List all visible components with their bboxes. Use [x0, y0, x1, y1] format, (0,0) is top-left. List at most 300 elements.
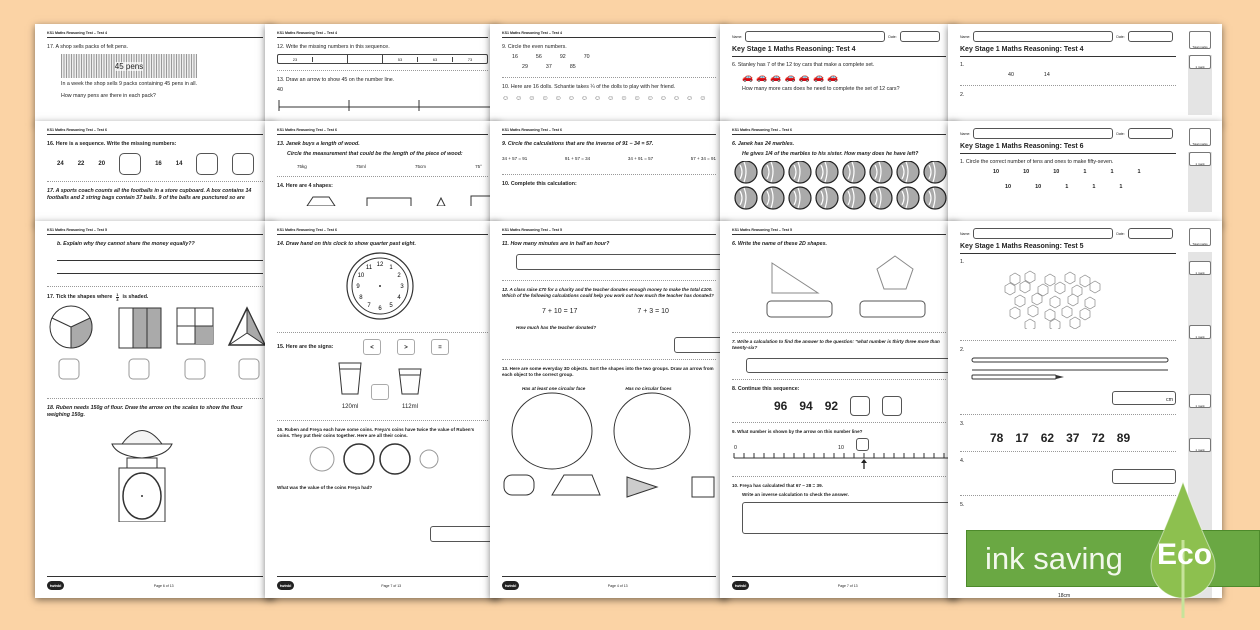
clock-face[interactable]	[277, 251, 487, 321]
divider	[47, 286, 263, 287]
cube	[1015, 295, 1025, 307]
clock-number: 7	[367, 303, 371, 310]
options-row	[502, 156, 716, 162]
calculation-option[interactable]: 34 + 57 = 91	[502, 156, 528, 162]
divider	[502, 77, 716, 78]
date-field[interactable]	[900, 31, 940, 42]
pentagon-shape	[877, 256, 913, 289]
page-header: KS1 Maths Reasoning Test – Test 4	[47, 31, 263, 38]
question-text: What was the value of the coins Freya had?	[277, 484, 373, 490]
answer-box	[860, 301, 925, 317]
question-10: 10. Complete this calculation:	[502, 181, 577, 188]
equals-sign[interactable]: =	[431, 339, 449, 355]
question-text: How many more cars does he need to complete the set of 12 cars?	[742, 86, 900, 93]
marbles-image	[732, 161, 957, 211]
question-text: He gives 1/4 of the marbles to his sister. How many does he have left?	[742, 151, 919, 158]
glasses-row	[337, 361, 488, 414]
sequence-cell: 63	[418, 57, 453, 62]
worksheet-page	[265, 221, 500, 598]
divider	[277, 70, 488, 71]
question-13: 13. Janek buys a length of wood.	[277, 141, 360, 147]
cube	[1068, 294, 1078, 306]
cube	[1025, 271, 1035, 283]
total-marks-box[interactable]: Total marks	[1189, 31, 1211, 49]
sequence-number: 96	[774, 398, 788, 413]
answer-box-cm[interactable]: cm	[1112, 391, 1176, 405]
total-marks-box[interactable]: Total marks	[1189, 228, 1211, 246]
sequence-boxes	[277, 54, 488, 64]
triangle-shape	[229, 308, 265, 345]
date-field[interactable]	[1128, 31, 1173, 42]
name-date-row	[732, 31, 946, 42]
twinkl-logo: twinkl	[502, 581, 519, 590]
page-title: Key Stage 1 Maths Reasoning: Test 4	[960, 46, 1176, 57]
question-text: 17. Tick the shapes where	[47, 294, 113, 301]
divider	[732, 332, 946, 333]
divider	[502, 280, 716, 281]
question-9: 9. Circle the calculations that are the inverse of 91 − 34 = 57.	[502, 141, 654, 147]
page-footer	[732, 576, 946, 590]
clock-number: 6	[378, 306, 382, 313]
tens-ones-row	[993, 169, 1176, 175]
question-13: 13. Here are some everyday 3D objects. Sort the shapes into the two groups. Draw an arrow from each object to the correct group.	[502, 365, 714, 377]
answer-box[interactable]	[516, 254, 728, 270]
clock-number: 9	[356, 284, 360, 291]
question-6: 6. Write the name of these 2D shapes.	[732, 241, 827, 247]
question-17	[47, 293, 263, 302]
divider	[502, 359, 716, 360]
cube	[1010, 273, 1020, 285]
number: 37	[1066, 431, 1080, 446]
clock-number: 11	[365, 265, 373, 272]
answer-box	[767, 301, 832, 317]
cube	[1090, 281, 1100, 293]
coins-image	[277, 443, 487, 477]
page-number: Page 4 of 13	[607, 583, 628, 588]
cube	[1005, 283, 1015, 295]
numbers-row	[990, 431, 1176, 445]
arrow-head-icon	[861, 459, 867, 463]
question-15: 15. Here are the signs:	[277, 343, 334, 350]
name-field[interactable]	[973, 228, 1113, 239]
question-2: 2.	[960, 92, 965, 99]
name-date-row	[960, 31, 1176, 42]
ruler-pencil-image	[960, 357, 1170, 381]
question-14: 14. Draw hand on this clock to show quarter past eight.	[277, 241, 416, 247]
mark-box[interactable]: 1 mark	[1189, 55, 1211, 69]
question-text: In a week the shop sells 9 packs containing 45 pens in all.	[61, 81, 198, 88]
twinkl-logo: twinkl	[277, 581, 294, 590]
calculation-option[interactable]: 7 + 10 = 17	[542, 307, 578, 315]
question-text: How many pens are there in each pack?	[61, 93, 156, 100]
sequence-row	[57, 153, 263, 175]
cube	[1065, 272, 1075, 284]
shapes-image	[277, 194, 497, 206]
page-header: KS1 Maths Reasoning Test – Test 6	[277, 128, 488, 135]
group-label: Has at least one circular face	[522, 386, 586, 392]
question-14: 14. Here are 4 shapes:	[277, 183, 333, 190]
tens-option[interactable]: 10	[1053, 169, 1060, 176]
number: 14	[1043, 72, 1050, 79]
divider	[277, 420, 488, 421]
marks-column	[1188, 128, 1212, 225]
number-row	[1008, 72, 1176, 79]
answer-box[interactable]	[742, 502, 958, 534]
prism-object	[552, 475, 600, 495]
number-row	[512, 54, 716, 61]
answer-row	[960, 388, 1176, 408]
question-17: 17. A shop sells packs of felt pens.	[47, 44, 128, 50]
answer-box[interactable]	[196, 153, 218, 175]
cube	[1045, 309, 1055, 321]
number-option[interactable]: 37	[545, 64, 552, 71]
worksheet-page	[35, 24, 275, 124]
divider	[277, 332, 488, 333]
ones-option[interactable]: 1	[1092, 184, 1096, 191]
number-line-label: 0	[734, 444, 737, 451]
page-header: KS1 Maths Reasoning Test – Test 5	[732, 228, 946, 235]
toy-cars-icons: 🚗🚗🚗🚗🚗🚗🚗	[742, 72, 842, 83]
cubes-image	[960, 269, 1160, 329]
answer-line[interactable]	[57, 260, 263, 261]
tens-option[interactable]: 10	[1023, 169, 1030, 176]
ones-option[interactable]: 1	[1083, 169, 1087, 176]
twinkl-logo: twinkl	[47, 581, 64, 590]
date-field[interactable]	[1128, 228, 1173, 239]
answer-box[interactable]	[882, 396, 902, 416]
sequence-cell-blank[interactable]	[313, 55, 348, 63]
sequence-cell-blank[interactable]	[348, 55, 383, 63]
page-footer	[47, 576, 263, 590]
measurement-option[interactable]: 75°	[475, 164, 482, 170]
fraction-shapes	[47, 305, 267, 387]
sequence-cell: 53	[383, 57, 418, 62]
question-12: 12. A class raise £70 for a charity and the teacher donates enough money to make the total £100. Which of the following calculations could help you work out how much the teacher has donated?	[502, 287, 714, 299]
page-title: Key Stage 1 Maths Reasoning: Test 6	[960, 143, 1176, 154]
question-9: 9. What number is shown by the arrow on this number line?	[732, 428, 863, 434]
divider	[732, 476, 946, 477]
measurement-option[interactable]: 75kg	[297, 164, 307, 170]
page-header: KS1 Maths Reasoning Test – Test 6	[732, 128, 946, 135]
comparison-answer-box[interactable]	[371, 384, 389, 400]
cube	[1045, 274, 1055, 286]
worksheet-page	[720, 24, 958, 124]
question-13: 13. Draw an arrow to show 45 on the number line.	[277, 77, 395, 84]
kitchen-scales-image[interactable]	[47, 422, 262, 522]
tens-ones-row	[1005, 184, 1176, 190]
question-16: 16. Ruben and Freya each have some coins. Freya's coins have twice the value of Ruben's coins. They put their coins together. Here are all their coins.	[277, 427, 475, 439]
number-line[interactable]	[277, 97, 500, 111]
date-label: Date:	[1116, 34, 1125, 39]
sequence-number: 16	[155, 161, 162, 168]
cube	[1080, 308, 1090, 320]
date-label: Date:	[1116, 231, 1125, 236]
mark-box[interactable]: 1 mark	[1189, 261, 1211, 275]
clock-number: 2	[397, 273, 401, 280]
number-line-question	[732, 438, 946, 470]
question-10: 10. Freya has calculated that 67 − 28 = 39.	[732, 482, 823, 488]
date-label: Date:	[1116, 131, 1125, 136]
length-label: 18cm	[1058, 593, 1071, 598]
name-label: Name:	[960, 231, 971, 236]
cone-object	[627, 477, 657, 497]
glass-120ml	[337, 361, 363, 414]
glass-icon	[337, 361, 363, 395]
glass-label: 112ml	[402, 404, 418, 411]
clock-number: 10	[357, 273, 365, 280]
clock-number: 5	[389, 303, 393, 310]
measurement-option[interactable]: 75ml	[355, 164, 366, 170]
question-b: b. Explain why they cannot share the money equally??	[57, 241, 195, 247]
divider	[960, 340, 1176, 341]
glass-112ml	[397, 367, 423, 414]
sequence-cell: 73	[467, 56, 473, 62]
number: 72	[1091, 431, 1105, 446]
number-option[interactable]: 85	[569, 64, 576, 71]
worksheet-page	[490, 221, 728, 598]
clock-number: 1	[389, 265, 393, 272]
number-option[interactable]: 70	[583, 54, 590, 61]
number: 62	[1040, 431, 1055, 446]
sorting-diagram[interactable]	[502, 391, 728, 501]
question-11: 11. How many minutes are in half an hour?	[502, 241, 610, 247]
worksheet-page	[35, 221, 275, 598]
tens-option[interactable]: 10	[1005, 184, 1012, 191]
sequence-number: 94	[799, 398, 813, 413]
question-1: 1.	[960, 62, 965, 68]
question-text: Write an inverse calculation to check the answer.	[742, 492, 849, 498]
page-header: KS1 Maths Reasoning Test – Test 6	[277, 228, 488, 235]
divider	[47, 181, 263, 182]
eco-label: Eco	[1157, 538, 1213, 571]
question-text: Circle the measurement that could be the length of the piece of wood:	[287, 151, 463, 158]
worksheet-page	[265, 24, 500, 124]
ink-saving-label: ink saving	[985, 541, 1123, 576]
square-shape	[177, 308, 213, 344]
name-label: Name:	[732, 34, 743, 39]
page-footer	[277, 576, 488, 590]
rectangle-shape	[119, 308, 161, 348]
less-than-sign[interactable]: <	[363, 339, 381, 355]
pen-pack-image	[61, 54, 197, 78]
name-field[interactable]	[973, 31, 1113, 42]
number-option[interactable]: 16	[512, 54, 518, 61]
tens-option[interactable]: 10	[1035, 184, 1042, 191]
clock-number: 4	[397, 295, 401, 302]
cube	[1085, 297, 1095, 309]
cylinder-object	[504, 475, 534, 495]
ones-option[interactable]: 1	[1137, 169, 1141, 176]
measurement-option[interactable]: 75cm	[414, 164, 426, 170]
sequence-row	[774, 396, 946, 416]
page-header: KS1 Maths Reasoning Test – Test 5	[502, 228, 716, 235]
fraction-numerator: 1	[116, 292, 119, 298]
date-label: Date:	[888, 34, 897, 39]
mark-box[interactable]: 1 mark	[1189, 152, 1211, 166]
divider	[277, 176, 488, 177]
group-circle	[614, 393, 690, 469]
ones-option[interactable]: 1	[1119, 184, 1123, 191]
divider	[732, 422, 946, 423]
clock-number: 8	[359, 295, 363, 302]
question-9: 9. Circle the even numbers.	[502, 44, 567, 50]
page-title: Key Stage 1 Maths Reasoning: Test 4	[732, 46, 946, 57]
fraction-denominator: 3	[116, 297, 119, 303]
page-header: KS1 Maths Reasoning Test – Test 4	[277, 31, 488, 38]
ones-option[interactable]: 1	[1065, 184, 1069, 191]
number-option[interactable]: 56	[535, 54, 542, 61]
cube	[1055, 282, 1065, 294]
question-4: 4.	[960, 458, 965, 465]
answer-box[interactable]	[119, 153, 141, 175]
answer-box[interactable]	[232, 153, 254, 175]
page-header: KS1 Maths Reasoning Test – Test 4	[502, 31, 716, 38]
sequence-number: 92	[824, 398, 839, 413]
tick-box	[239, 359, 259, 379]
cube	[1025, 319, 1035, 329]
question-1: 1.	[960, 259, 965, 265]
calculation-option[interactable]: 34 + 91 = 57	[627, 156, 654, 162]
page-number: Page 7 of 13	[837, 583, 858, 588]
divider	[960, 451, 1176, 452]
question-text: is shaded.	[122, 294, 149, 301]
name-field[interactable]	[745, 31, 885, 42]
number-line	[732, 438, 958, 470]
cube	[1020, 281, 1030, 293]
circle-shape	[50, 306, 92, 348]
number-option[interactable]: 29	[522, 64, 528, 71]
options-row	[297, 164, 482, 170]
twinkl-logo: twinkl	[732, 581, 749, 590]
cube	[1028, 305, 1038, 317]
sequence-number: 20	[98, 161, 106, 168]
tens-option[interactable]: 10	[993, 169, 1000, 176]
tick-box	[129, 359, 149, 379]
number-line-label: 10	[838, 444, 844, 451]
page-number: Page 7 of 13	[381, 583, 402, 588]
number: 40	[1008, 72, 1014, 79]
divider	[732, 379, 946, 380]
cube	[1062, 306, 1072, 318]
answer-box[interactable]	[746, 358, 958, 373]
sequence-number: 24	[57, 161, 64, 168]
pen-pack-label: 45 pens	[114, 61, 144, 71]
mark-box[interactable]: 1 mark	[1189, 438, 1211, 452]
number: 78	[990, 431, 1004, 446]
name-date-row	[960, 128, 1176, 139]
fraction	[116, 293, 118, 302]
page-header: KS1 Maths Reasoning Test – Test 5	[47, 228, 263, 235]
worksheet-page	[948, 121, 1222, 225]
name-label: Name:	[960, 131, 971, 136]
triangle-shape	[772, 263, 818, 293]
page-header: KS1 Maths Reasoning Test – Test 6	[47, 128, 263, 135]
sequence-number: 22	[77, 161, 85, 168]
worksheet-page	[490, 121, 728, 225]
calculation-option[interactable]: 91 + 57 = 34	[564, 156, 591, 162]
ones-option[interactable]: 1	[1110, 169, 1114, 176]
worksheet-page	[265, 121, 500, 225]
answer-box[interactable]	[850, 396, 870, 416]
date-field[interactable]	[1128, 128, 1173, 139]
group-label: Has no circular faces	[625, 386, 672, 392]
cube-object	[692, 477, 714, 497]
divider	[47, 398, 263, 399]
glass-label: 120ml	[341, 404, 359, 411]
tick-box	[59, 359, 79, 379]
worksheet-page	[490, 24, 728, 124]
question-17: 17. A sports coach counts all the footballs in a store cupboard. A box contains 14 footballs and 2 string bags contain 37 balls. 9 of the balls are punctured so are	[47, 188, 252, 202]
mark-box[interactable]: 1 mark	[1189, 394, 1211, 408]
cube	[1010, 307, 1020, 319]
page-header: KS1 Maths Reasoning Test – Test 6	[502, 128, 716, 135]
worksheet-page	[720, 221, 958, 598]
question-6: 6. Janek has 24 marbles.	[732, 141, 795, 147]
question-3: 3.	[960, 421, 965, 428]
calculation-option[interactable]: 7 + 3 = 10	[637, 307, 669, 315]
name-label: Name:	[960, 34, 971, 39]
question-text: How much has the teacher donated?	[516, 324, 597, 330]
name-field[interactable]	[973, 128, 1113, 139]
cube	[1070, 317, 1080, 329]
question-5: 5.	[960, 501, 965, 508]
answer-line[interactable]	[57, 273, 263, 274]
name-date-row	[960, 228, 1176, 239]
number: 17	[1015, 431, 1029, 446]
page-number: Page 6 of 13	[153, 583, 174, 588]
glass-icon	[397, 367, 423, 395]
number: 89	[1116, 431, 1131, 446]
question-1: 1. Circle the correct number of tens and ones to make fifty-seven.	[960, 159, 1114, 165]
question-2: 2.	[960, 347, 965, 354]
sequence-cell: 23	[278, 57, 313, 62]
question-10: 10. Here are 16 dolls. Schantie takes ¼ of the dolls to play with her friend.	[502, 84, 676, 91]
question-8: 8. Continue this sequence:	[732, 385, 800, 392]
total-marks-box[interactable]: Total marks	[1189, 128, 1211, 146]
marks-column	[1188, 31, 1212, 124]
clock-number: 3	[400, 284, 404, 291]
clock-number: 12	[376, 262, 384, 269]
worksheet-page	[35, 121, 275, 225]
mark-box[interactable]: 1 mark	[1189, 325, 1211, 339]
divider	[502, 174, 716, 175]
sequence-number: 14	[175, 161, 183, 168]
cube	[1080, 275, 1090, 287]
tick-box	[185, 359, 205, 379]
divider	[960, 85, 1176, 86]
dolls-icons: ☺☺☺☺☺☺☺☺☺☺☺☺☺☺☺☺	[502, 94, 713, 102]
worksheet-page	[948, 24, 1222, 124]
cube	[1032, 293, 1042, 305]
cube	[1050, 296, 1060, 308]
calculation-option[interactable]: 57 + 34 = 91	[690, 156, 716, 162]
divider	[960, 414, 1176, 415]
question-18: 18. Ruben needs 150g of flour. Draw the arrow on the scales to show the flour weighing 150g.	[47, 405, 243, 419]
number-option[interactable]: 92	[559, 54, 566, 61]
question-16: 16. Here is a sequence. Write the missing numbers:	[47, 141, 177, 147]
signs-row	[277, 339, 488, 355]
number-line-start: 40	[277, 87, 283, 94]
page-footer	[502, 576, 716, 590]
greater-than-sign[interactable]: >	[397, 339, 415, 355]
calculations-row	[542, 308, 716, 315]
question-12: 12. Write the missing numbers in this sequence.	[277, 44, 390, 50]
number-row	[522, 64, 716, 71]
group-circle	[512, 393, 592, 469]
2d-shapes-image	[732, 251, 952, 321]
question-7: 7. Write a calculation to find the answer to the question: "what number is thirty three more than twenty-six?	[732, 339, 940, 351]
question-6: 6. Stanley has 7 of the 12 toy cars that make a complete set.	[732, 62, 875, 68]
